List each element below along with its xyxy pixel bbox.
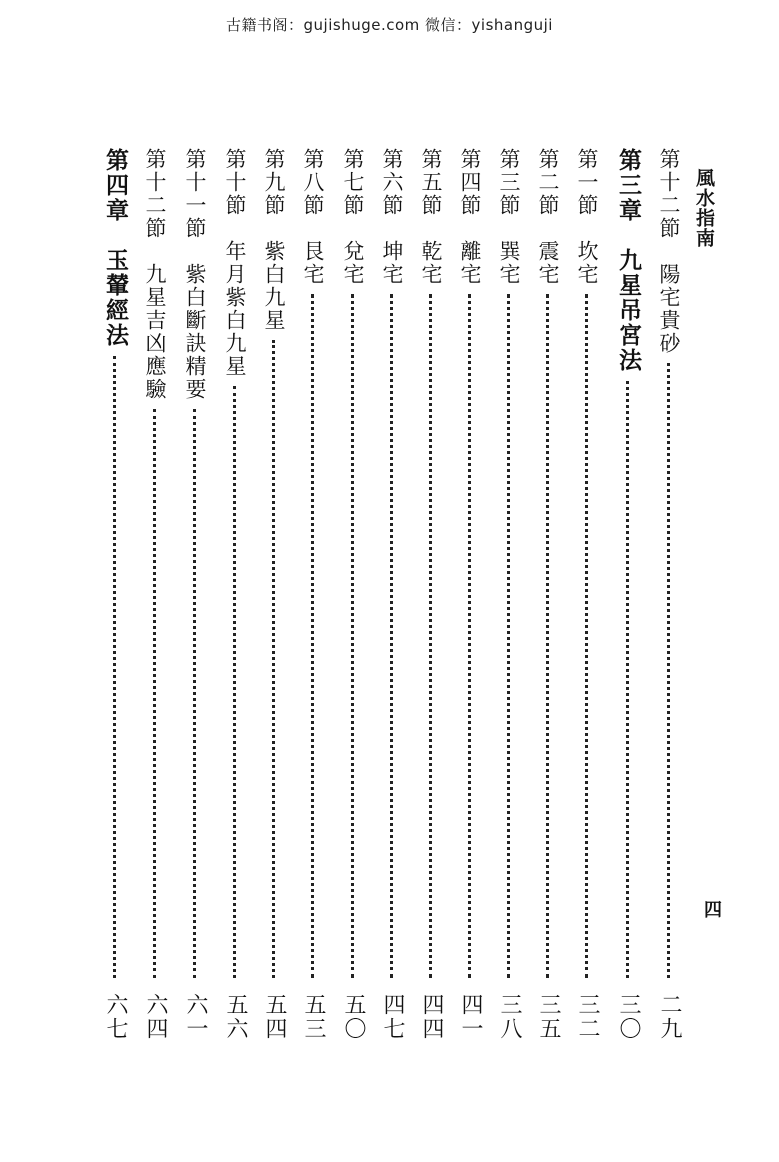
page-number: 四	[704, 900, 722, 921]
toc-entry-title: 第六節 坤宅	[380, 148, 404, 286]
toc-section-entry	[218, 148, 252, 1048]
toc-page-number: 四七	[380, 993, 405, 1041]
toc-page-number: 二九	[657, 993, 682, 1041]
toc-entry-title: 第九節 紫白九星	[262, 148, 286, 332]
toc-section-entry	[178, 148, 212, 1048]
dot-leader	[233, 386, 236, 978]
toc-entry-title: 第十一節 紫白斷訣精要	[183, 148, 207, 401]
toc-page-number: 六四	[143, 993, 168, 1041]
toc-page-number: 五〇	[341, 993, 366, 1041]
toc-entry-title: 第二節 震宅	[536, 148, 560, 286]
dot-leader	[390, 294, 393, 978]
toc-section-entry	[652, 148, 686, 1048]
toc-section-entry	[414, 148, 448, 1048]
dot-leader	[193, 409, 196, 978]
dot-leader	[667, 363, 670, 978]
running-head: 風水指南	[693, 168, 715, 248]
toc-section-entry	[453, 148, 487, 1048]
dot-leader	[113, 356, 116, 978]
dot-leader	[429, 294, 432, 978]
toc-section-entry	[336, 148, 370, 1048]
toc-entry-title: 第三節 巽宅	[497, 148, 521, 286]
toc-section-entry	[375, 148, 409, 1048]
toc-page-number: 三五	[536, 993, 561, 1041]
toc-section-entry	[492, 148, 526, 1048]
toc-page-number: 四一	[458, 993, 483, 1041]
toc-chapter-entry	[611, 148, 645, 1048]
toc-page-number: 五三	[301, 993, 326, 1041]
toc-chapter-entry	[98, 148, 132, 1048]
toc-page-number: 五四	[262, 993, 287, 1041]
toc-entry-title: 第一節 坎宅	[575, 148, 599, 286]
toc-entry-title: 第十節 年月紫白九星	[223, 148, 247, 378]
toc-section-entry	[257, 148, 291, 1048]
dot-leader	[507, 294, 510, 978]
toc-entry-title: 第四章 玉輦經法	[102, 148, 129, 348]
dot-leader	[468, 294, 471, 978]
toc-page-number: 六七	[103, 993, 128, 1041]
dot-leader	[585, 294, 588, 978]
watermark-text: 古籍书阁：gujishuge.com 微信：yishanguji	[226, 16, 553, 34]
toc-section-entry	[296, 148, 330, 1048]
toc-entry-title: 第八節 艮宅	[301, 148, 325, 286]
dot-leader	[311, 294, 314, 978]
dot-leader	[351, 294, 354, 978]
toc-page-number: 三〇	[616, 993, 641, 1041]
toc-entry-title: 第三章 九星吊宮法	[615, 148, 642, 373]
toc-page-number: 三八	[497, 993, 522, 1041]
toc-page-number: 六一	[183, 993, 208, 1041]
toc-entry-title: 第七節 兌宅	[341, 148, 365, 286]
toc-section-entry	[570, 148, 604, 1048]
toc-entry-title: 第十二節 陽宅貴砂	[657, 148, 681, 355]
toc-section-entry	[531, 148, 565, 1048]
dot-leader	[272, 340, 275, 978]
toc-entry-title: 第五節 乾宅	[419, 148, 443, 286]
dot-leader	[153, 409, 156, 978]
dot-leader	[546, 294, 549, 978]
toc-page-number: 四四	[419, 993, 444, 1041]
toc-page-number: 五六	[223, 993, 248, 1041]
dot-leader	[626, 381, 629, 978]
toc-entry-title: 第十二節 九星吉凶應驗	[143, 148, 167, 401]
toc-entry-title: 第四節 離宅	[458, 148, 482, 286]
toc-page-number: 三二	[575, 993, 600, 1041]
toc-section-entry	[138, 148, 172, 1048]
